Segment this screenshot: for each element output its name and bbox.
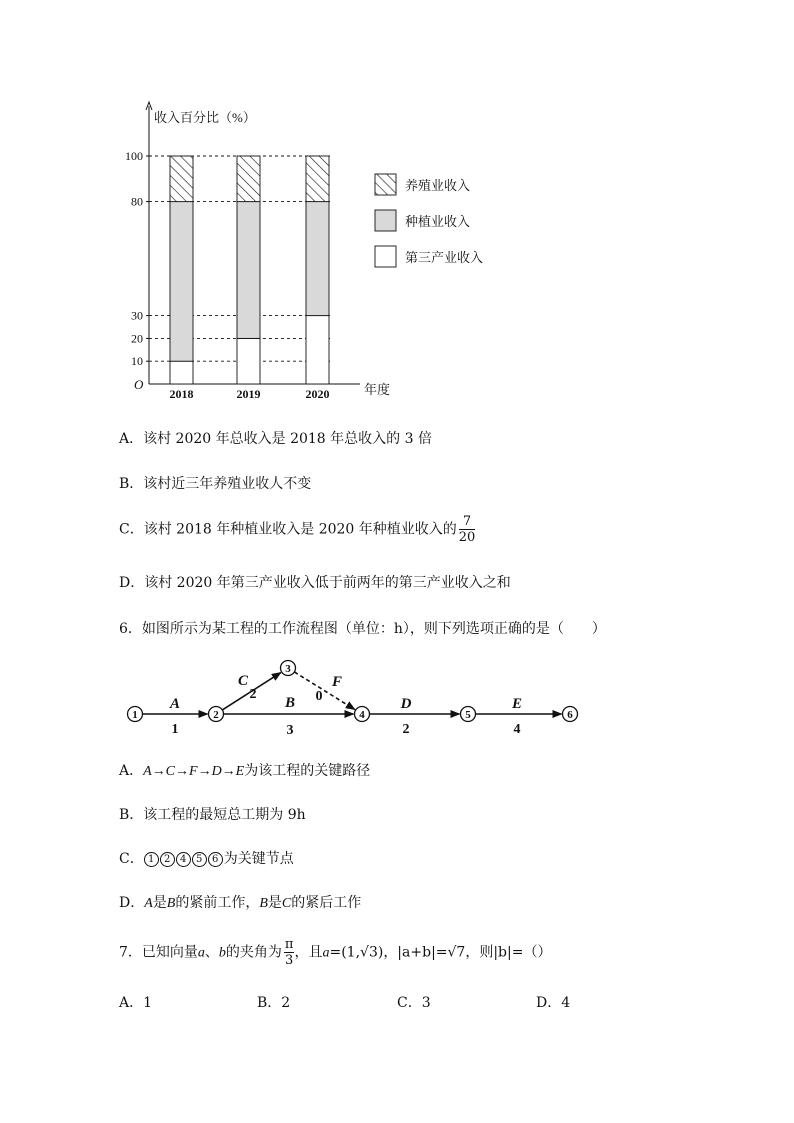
circled-node: 1 [144, 852, 159, 867]
bar-segment [170, 156, 193, 202]
q5-option-a: A．该村 2020 年总收入是 2018 年总收入的 3 倍 [119, 431, 432, 447]
node-label: 1 [132, 709, 138, 721]
y-tick-label: 10 [131, 354, 143, 369]
text: 的紧前工作， [175, 895, 260, 911]
vector-b: b [218, 945, 226, 961]
q7-option-c: C．3 [397, 995, 431, 1011]
q6-option-b: B．该工程的最短总工期为 9h [119, 807, 306, 823]
edge-duration: 4 [513, 722, 521, 737]
bar-segment [170, 361, 193, 384]
q7-text: 、 [204, 944, 219, 961]
circled-node: 5 [192, 852, 207, 867]
bar-segment [237, 338, 260, 384]
income-chart [120, 96, 520, 406]
y-tick-label: 30 [131, 308, 143, 323]
chart-bars [170, 156, 329, 384]
edge-duration: 0 [315, 689, 323, 704]
circled-node: 4 [176, 852, 191, 867]
y-axis-title: 收入百分比（%） [154, 110, 256, 125]
edge-label: E [511, 696, 523, 712]
y-tick-label: 100 [125, 149, 143, 163]
node-label: 6 [567, 709, 573, 721]
critical-nodes [144, 851, 224, 867]
legend-swatch [375, 174, 396, 195]
workflow-nodes [128, 661, 578, 722]
q6-option-c [119, 848, 294, 868]
edge-label: A [169, 696, 181, 712]
vector-a: a [197, 945, 205, 961]
q7-stem [119, 937, 551, 968]
chart-tick-labels [125, 149, 330, 401]
bar-segment [237, 156, 260, 202]
legend-label: 养殖业收入 [405, 178, 471, 193]
option-letter: A． [119, 763, 144, 779]
legend-swatch [375, 246, 396, 267]
chart-legend [375, 174, 483, 267]
q7-text: 的夹角为 [225, 944, 282, 961]
workflow-edges [143, 672, 562, 738]
vector-a: a [322, 945, 330, 961]
edge-label: F [331, 674, 343, 690]
fraction-denominator: 3 [285, 953, 294, 968]
fraction-denominator: 20 [458, 530, 476, 545]
q6-option-d [119, 892, 361, 912]
x-tick-label: 2018 [169, 387, 194, 401]
q7-option-a: A．1 [119, 995, 153, 1011]
edge-label: C [237, 673, 249, 689]
bar-segment [237, 202, 260, 339]
node-label: 5 [465, 709, 471, 721]
edge-label: D [400, 696, 412, 712]
angle-fraction [284, 937, 295, 968]
text: 的紧后工作 [291, 895, 362, 911]
x-axis-title: 年度 [364, 382, 391, 397]
bar-segment [170, 202, 193, 362]
q7-text: ，|a+b|=√7，则|b|=（） [383, 944, 552, 961]
q7-text: 7．已知向量 [119, 944, 198, 961]
bar-segment [306, 316, 329, 384]
q7-option-b: B．2 [257, 995, 291, 1011]
edge-duration: 2 [402, 722, 410, 737]
q5-option-b: B．该村近三年养殖业收人不变 [119, 476, 312, 492]
var: B [259, 896, 268, 911]
q7-text: =(1,√3) [329, 944, 384, 961]
bar-segment [306, 202, 329, 316]
node-label: 3 [285, 663, 291, 675]
q5-option-c-fraction [459, 514, 476, 545]
option-text: 为该工程的关键路径 [244, 763, 371, 779]
edge-label: B [284, 695, 296, 711]
origin-label: O [134, 377, 144, 392]
fraction-numerator: π [284, 937, 294, 952]
circled-node: 6 [208, 852, 223, 867]
var: A [144, 896, 153, 911]
text: 是 [267, 895, 282, 911]
y-tick-label: 20 [131, 331, 143, 346]
legend-label: 第三产业收入 [405, 250, 484, 265]
option-text: 为关键节点 [223, 851, 294, 867]
q6-option-a [119, 760, 370, 780]
x-tick-label: 2019 [236, 387, 261, 401]
q5-option-c-text: C．该村 2018 年种植业收入是 2020 年种植业收入的 [119, 521, 457, 538]
bar-segment [306, 156, 329, 202]
critical-path: A→C→F→D→E [143, 764, 245, 779]
circled-node: 2 [160, 852, 175, 867]
q5-option-d: D．该村 2020 年第三产业收入低于前两年的第三产业收入之和 [119, 575, 511, 591]
x-tick-label: 2020 [305, 387, 330, 401]
text: 是 [152, 895, 167, 911]
option-letter: C． [119, 851, 144, 867]
node-label: 4 [359, 709, 365, 721]
edge-duration: 3 [286, 723, 294, 738]
var: C [281, 896, 292, 911]
edge-duration: 2 [249, 687, 257, 702]
q5-option-c [119, 514, 475, 545]
q6-stem: 6．如图所示为某工程的工作流程图（单位：h），则下列选项正确的是（ ） [119, 621, 606, 637]
var: B [166, 896, 176, 911]
q7-option-d: D．4 [536, 995, 571, 1011]
option-letter: D． [119, 895, 145, 911]
edge-arrow [294, 672, 354, 710]
legend-swatch [375, 210, 396, 231]
q7-text: ，且 [294, 944, 323, 961]
y-tick-label: 80 [131, 194, 143, 209]
legend-label: 种植业收入 [405, 214, 471, 229]
edge-duration: 1 [171, 722, 179, 737]
workflow-diagram [118, 652, 588, 742]
fraction-numerator: 7 [459, 514, 476, 530]
node-label: 2 [213, 709, 219, 721]
